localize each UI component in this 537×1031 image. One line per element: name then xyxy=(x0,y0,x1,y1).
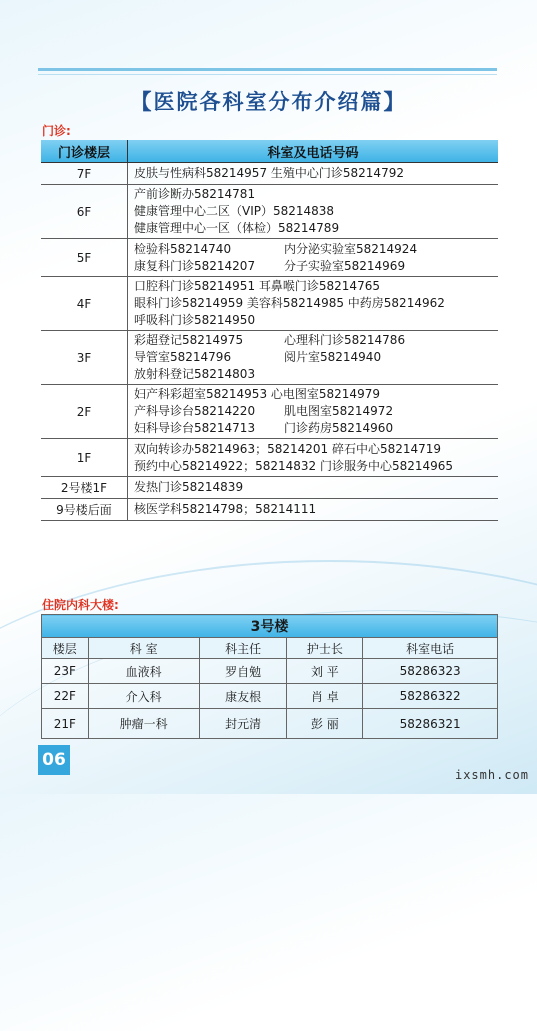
department-line xyxy=(134,366,498,383)
department-entry: 妇产科彩超室58214953 心电图室58214979 xyxy=(134,387,380,401)
inpatient-column-header: 科 室 xyxy=(88,638,199,659)
department-entry: 彩超登记58214975 xyxy=(134,333,244,347)
department-entry: 心理科门诊58214786 xyxy=(284,333,406,347)
floor-cell: 1F xyxy=(41,439,128,477)
inpatient-row xyxy=(42,659,498,684)
inpatient-cell: 罗自勉 xyxy=(199,659,287,684)
outpatient-row xyxy=(41,385,498,439)
department-line xyxy=(134,501,498,518)
department-line xyxy=(134,203,498,220)
inpatient-cell: 介入科 xyxy=(88,684,199,709)
department-entry: 产科导诊台58214220 xyxy=(134,404,256,418)
department-entry: 放射科登记58214803 xyxy=(134,367,256,381)
department-cell xyxy=(128,239,499,277)
outpatient-row xyxy=(41,331,498,385)
department-line xyxy=(134,220,498,237)
department-entry: 妇科导诊台58214713 xyxy=(134,421,256,435)
outpatient-row xyxy=(41,499,498,521)
inpatient-column-header: 护士长 xyxy=(287,638,363,659)
floor-cell: 2F xyxy=(41,385,128,439)
outpatient-row xyxy=(41,277,498,331)
building-name: 3号楼 xyxy=(42,615,498,638)
department-cell xyxy=(128,185,499,239)
department-cell xyxy=(128,163,499,185)
department-cell xyxy=(128,277,499,331)
department-entry: 发热门诊58214839 xyxy=(134,480,244,494)
department-line xyxy=(134,479,498,496)
outpatient-row xyxy=(41,163,498,185)
department-line xyxy=(134,458,498,475)
floor-cell: 4F xyxy=(41,277,128,331)
department-entry: 健康管理中心一区（体检）58214789 xyxy=(134,221,340,235)
floor-cell: 3F xyxy=(41,331,128,385)
department-line xyxy=(134,386,498,403)
inpatient-cell: 21F xyxy=(42,709,89,739)
floor-cell: 6F xyxy=(41,185,128,239)
department-entry: 健康管理中心二区（VIP）58214838 xyxy=(134,204,335,218)
department-entry: 康复科门诊58214207 xyxy=(134,258,256,273)
page-title: 【医院各科室分布介绍篇】 xyxy=(130,90,407,114)
inpatient-row xyxy=(42,684,498,709)
department-entry: 口腔科门诊58214951 耳鼻喉门诊58214765 xyxy=(134,279,380,293)
department-line xyxy=(134,165,498,182)
inpatient-column-header: 科主任 xyxy=(199,638,287,659)
inpatient-cell: 血液科 xyxy=(88,659,199,684)
floor-cell: 7F xyxy=(41,163,128,185)
outpatient-row xyxy=(41,439,498,477)
outpatient-row xyxy=(41,477,498,499)
inpatient-row xyxy=(42,709,498,739)
department-entry: 呼吸科门诊58214950 xyxy=(134,313,256,327)
top-divider xyxy=(38,68,497,71)
department-entry: 预约中心58214922；58214832 门诊服务中心58214965 xyxy=(134,458,454,473)
inpatient-column-headers xyxy=(42,638,498,659)
top-divider-thin xyxy=(38,74,497,75)
header-department: 科室及电话号码 xyxy=(128,140,499,163)
department-cell xyxy=(128,385,499,439)
department-entry: 眼科门诊58214959 美容科58214985 中药房58214962 xyxy=(134,296,445,310)
inpatient-column-header: 科室电话 xyxy=(363,638,498,659)
department-line xyxy=(134,420,498,437)
department-line xyxy=(134,349,498,366)
department-cell xyxy=(128,439,499,477)
department-line xyxy=(134,186,498,203)
floor-cell: 9号楼后面 xyxy=(41,499,128,521)
inpatient-cell: 肿瘤一科 xyxy=(88,709,199,739)
floor-cell: 5F xyxy=(41,239,128,277)
department-entry: 皮肤与性病科58214957 生殖中心门诊58214792 xyxy=(134,166,404,180)
department-entry: 检验科58214740 xyxy=(134,241,232,256)
watermark: ixsmh.com xyxy=(454,768,529,782)
floor-cell: 2号楼1F xyxy=(41,477,128,499)
outpatient-table xyxy=(41,140,498,521)
inpatient-table xyxy=(41,614,498,739)
department-entry: 产前诊断办58214781 xyxy=(134,187,256,201)
outpatient-section-label: 门诊: xyxy=(42,124,71,138)
inpatient-cell: 肖 卓 xyxy=(287,684,363,709)
department-entry: 门诊药房58214960 xyxy=(284,421,394,435)
department-line xyxy=(134,278,498,295)
department-entry: 双向转诊办58214963；58214201 碎石中心58214719 xyxy=(134,441,442,456)
department-line xyxy=(134,441,498,458)
department-cell xyxy=(128,331,499,385)
inpatient-column-header: 楼层 xyxy=(42,638,89,659)
department-line xyxy=(134,312,498,329)
department-line xyxy=(134,295,498,312)
inpatient-cell: 22F xyxy=(42,684,89,709)
inpatient-cell: 23F xyxy=(42,659,89,684)
inpatient-cell: 彭 丽 xyxy=(287,709,363,739)
inpatient-section-label: 住院内科大楼: xyxy=(42,598,119,612)
outpatient-row xyxy=(41,185,498,239)
department-entry: 内分泌实验室58214924 xyxy=(284,241,418,256)
department-entry: 核医学科58214798；58214111 xyxy=(134,502,317,516)
inpatient-cell: 刘 平 xyxy=(287,659,363,684)
inpatient-cell: 封元清 xyxy=(199,709,287,739)
department-line xyxy=(134,241,498,258)
department-line xyxy=(134,332,498,349)
department-entry: 肌电图室58214972 xyxy=(284,404,394,418)
department-entry: 阅片室58214940 xyxy=(284,350,382,364)
inpatient-cell: 58286321 xyxy=(363,709,498,739)
inpatient-cell: 58286322 xyxy=(363,684,498,709)
department-entry: 分子实验室58214969 xyxy=(284,258,406,273)
department-cell xyxy=(128,477,499,499)
department-cell xyxy=(128,499,499,521)
department-entry: 导管室58214796 xyxy=(134,350,232,364)
outpatient-table-header xyxy=(41,140,498,163)
page-number: 06 xyxy=(38,745,70,775)
department-line xyxy=(134,258,498,275)
inpatient-cell: 58286323 xyxy=(363,659,498,684)
header-floor: 门诊楼层 xyxy=(41,140,128,163)
department-line xyxy=(134,403,498,420)
outpatient-row xyxy=(41,239,498,277)
inpatient-cell: 康友根 xyxy=(199,684,287,709)
